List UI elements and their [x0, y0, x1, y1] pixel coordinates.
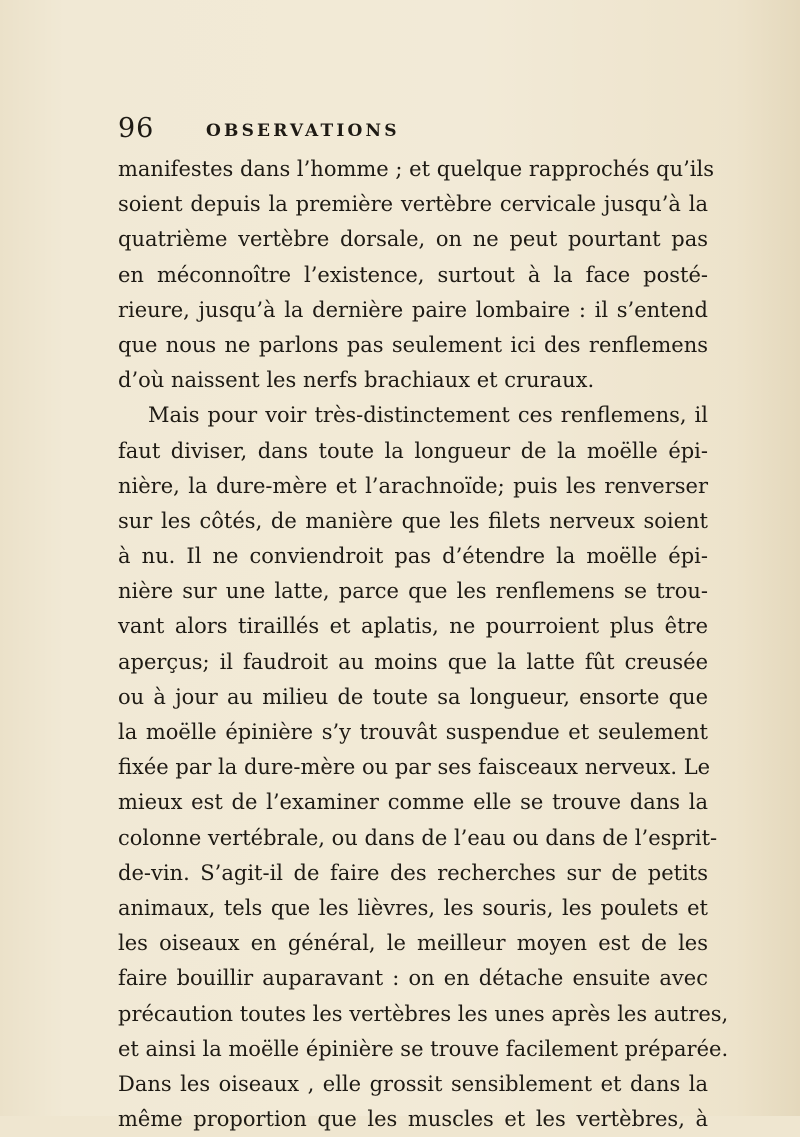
text-line: précaution toutes les vertèbres les unes après les autres, — [118, 1001, 729, 1026]
body-text — [118, 152, 729, 1137]
text-line: d’où naissent les nerfs brachiaux et cruraux. — [118, 368, 595, 393]
text-line: vant alors tiraillés et aplatis, ne pourroient plus être — [118, 614, 708, 639]
text-line: faut diviser, dans toute la longueur de la moëlle épi- — [118, 438, 708, 463]
text-line: animaux, tels que les lièvres, les souris, les poulets et — [118, 895, 708, 920]
text-line: fixée par la dure-mère ou par ses faisceaux nerveux. Le — [118, 755, 711, 780]
text-line: la moëlle épinière s’y trouvât suspendue et seulement — [118, 720, 708, 744]
text-line: nière sur une latte, parce que les renflemens se trou- — [118, 579, 708, 604]
text-line: sur les côtés, de manière que les filets nerveux soient — [118, 508, 708, 533]
text-line: les oiseaux en général, le meilleur moyen est de les — [118, 931, 708, 956]
text-line: en méconnoître l’existence, surtout à la face posté- — [118, 262, 708, 287]
text-line: aperçus; il faudroit au moins que la latte fût creusée — [118, 649, 708, 674]
text-line: à nu. Il ne conviendroit pas d’étendre la moëlle épi- — [118, 544, 708, 569]
text-line: manifestes dans l’homme ; et quelque rapprochés qu’ils — [118, 157, 715, 181]
text-line: quatrième vertèbre dorsale, on ne peut pourtant pas — [118, 227, 708, 252]
text-line: et ainsi la moëlle épinière se trouve facilement préparée. — [118, 1036, 729, 1061]
text-line: Mais pour voir très-distinctement ces renflemens, il — [148, 403, 708, 428]
text-line: que nous ne parlons pas seulement ici des renflemens — [118, 332, 708, 357]
text-line: nière, la dure-mère et l’arachnoïde; puis les renverser — [118, 473, 708, 498]
text-line: faire bouillir auparavant : on en détache ensuite avec — [118, 966, 708, 991]
text-line: Dans les oiseaux , elle grossit sensiblement et dans la — [118, 1071, 708, 1096]
text-line: mieux est de l’examiner comme elle se trouve dans la — [118, 790, 708, 815]
running-head-title: OBSERVATIONS — [206, 121, 400, 141]
text-line: colonne vertébrale, ou dans de l’eau ou dans de l’esprit- — [118, 825, 718, 850]
text-line: ou à jour au milieu de toute sa longueur, ensorte que — [118, 684, 708, 709]
text-line: soient depuis la première vertèbre cervicale jusqu’à la — [118, 192, 708, 217]
text-line: rieure, jusqu’à la dernière paire lombaire : il s’entend — [118, 297, 708, 322]
text-line: même proportion que les muscles et les vertèbres, à — [118, 1107, 708, 1132]
page-number: 96 — [118, 113, 155, 144]
running-head — [118, 114, 698, 144]
text-line: de-vin. S’agit-il de faire des recherches sur de petits — [118, 860, 708, 885]
